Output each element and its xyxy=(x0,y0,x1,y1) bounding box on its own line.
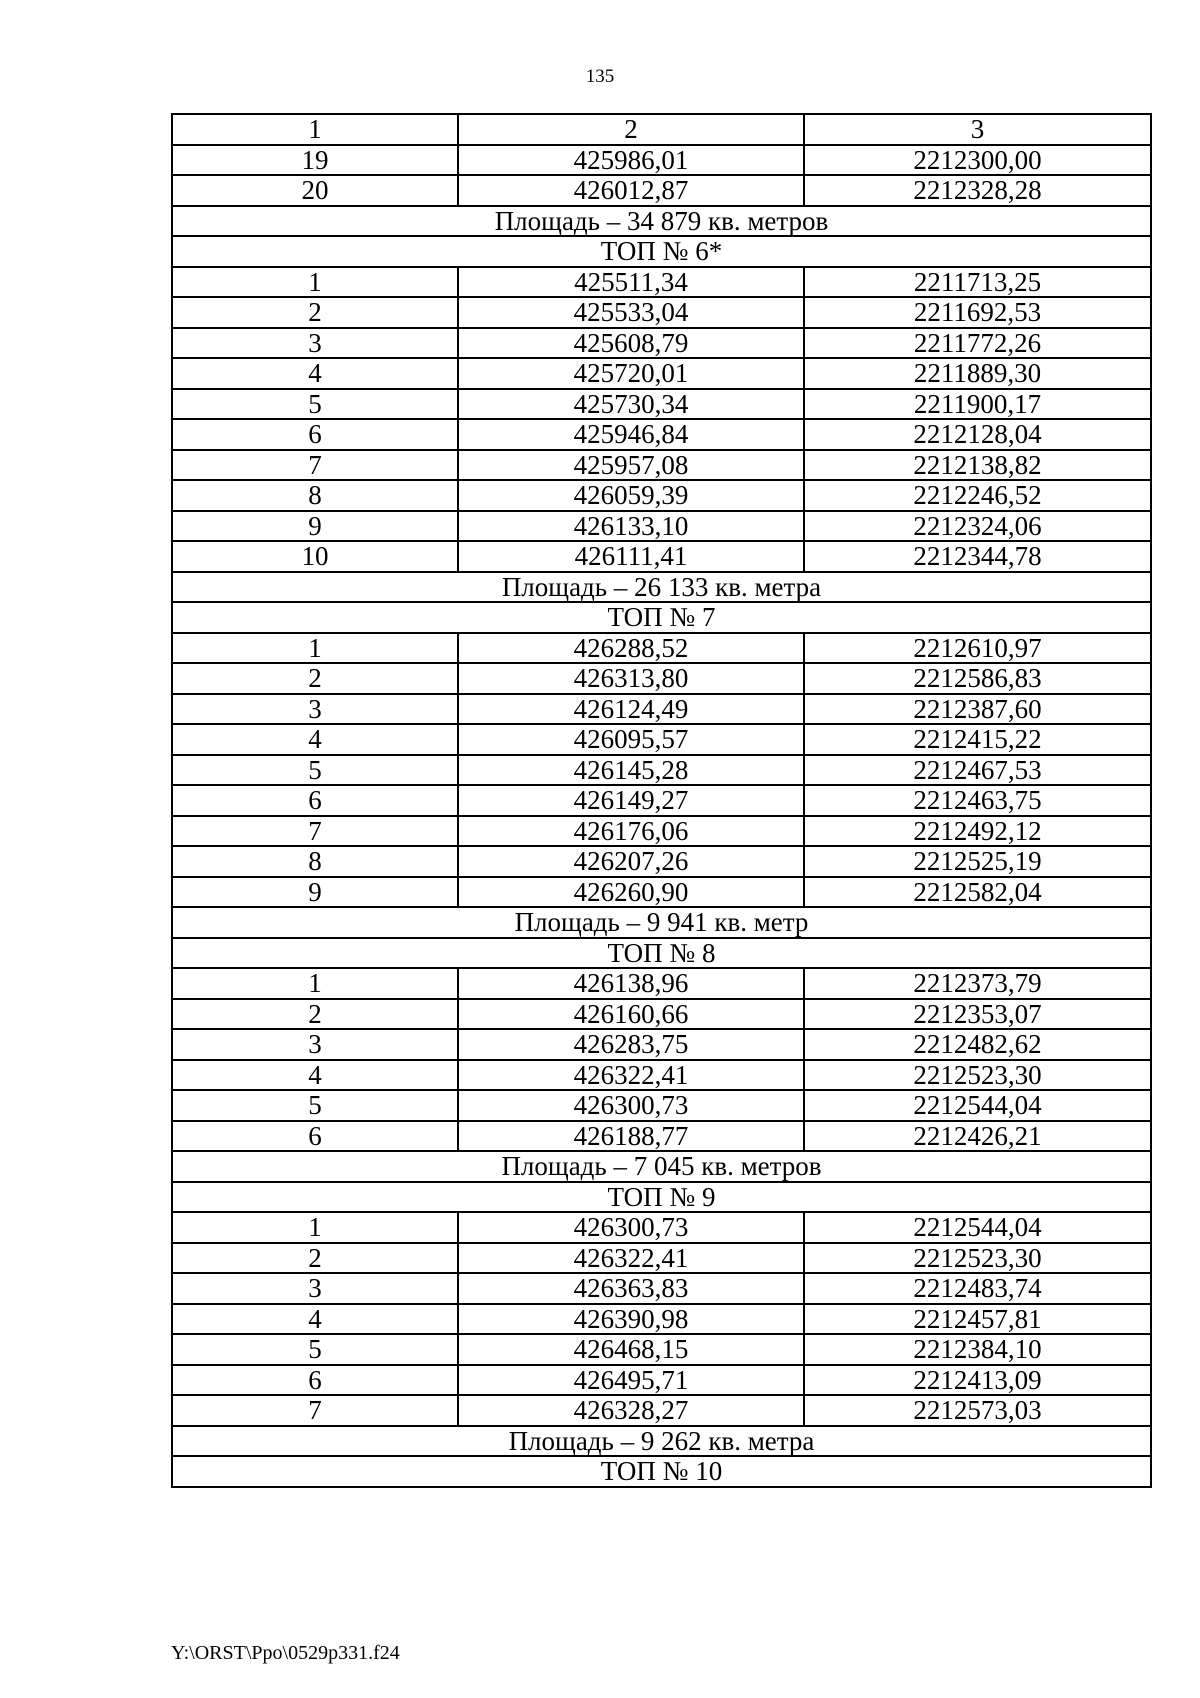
y-coordinate-cell: 2212483,74 xyxy=(804,1273,1151,1304)
y-coordinate-cell: 2212544,04 xyxy=(804,1212,1151,1243)
x-coordinate-cell: 426145,28 xyxy=(458,755,804,786)
x-coordinate-cell: 426188,77 xyxy=(458,1121,804,1152)
section-label: Площадь – 26 133 кв. метра xyxy=(172,572,1151,603)
table-row xyxy=(172,480,1151,511)
y-coordinate-cell: 2212610,97 xyxy=(804,633,1151,664)
y-coordinate-cell: 2212324,06 xyxy=(804,511,1151,542)
x-coordinate-cell: 426149,27 xyxy=(458,785,804,816)
x-coordinate-cell: 425720,01 xyxy=(458,358,804,389)
y-coordinate-cell: 2212586,83 xyxy=(804,663,1151,694)
y-coordinate-cell: 2212373,79 xyxy=(804,968,1151,999)
point-number-cell: 3 xyxy=(172,1029,458,1060)
point-number-cell: 1 xyxy=(172,267,458,298)
table-row xyxy=(172,968,1151,999)
x-coordinate-cell: 426468,15 xyxy=(458,1334,804,1365)
section-label: ТОП № 6* xyxy=(172,236,1151,267)
x-coordinate-cell: 426138,96 xyxy=(458,968,804,999)
x-coordinate-cell: 425730,34 xyxy=(458,389,804,420)
x-coordinate-cell: 425946,84 xyxy=(458,419,804,450)
point-number-cell: 4 xyxy=(172,724,458,755)
x-coordinate-cell: 426300,73 xyxy=(458,1090,804,1121)
x-coordinate-cell: 426390,98 xyxy=(458,1304,804,1335)
x-coordinate-cell: 426313,80 xyxy=(458,663,804,694)
y-coordinate-cell: 2212544,04 xyxy=(804,1090,1151,1121)
section-row xyxy=(172,1456,1151,1487)
table-row xyxy=(172,1273,1151,1304)
table-row xyxy=(172,1121,1151,1152)
table-row xyxy=(172,175,1151,206)
x-coordinate-cell: 426012,87 xyxy=(458,175,804,206)
y-coordinate-cell: 2212582,04 xyxy=(804,877,1151,908)
point-number-cell: 4 xyxy=(172,1304,458,1335)
point-number-cell: 2 xyxy=(172,663,458,694)
section-label: ТОП № 10 xyxy=(172,1456,1151,1487)
point-number-cell: 6 xyxy=(172,785,458,816)
point-number-cell: 9 xyxy=(172,877,458,908)
table-row xyxy=(172,1090,1151,1121)
point-number-cell: 1 xyxy=(172,1212,458,1243)
section-label: Площадь – 9 262 кв. метра xyxy=(172,1426,1151,1457)
table-row xyxy=(172,1304,1151,1335)
y-coordinate-cell: 2212467,53 xyxy=(804,755,1151,786)
y-coordinate-cell: 2212573,03 xyxy=(804,1395,1151,1426)
point-number-cell: 9 xyxy=(172,511,458,542)
y-coordinate-cell: 2211900,17 xyxy=(804,389,1151,420)
y-coordinate-cell: 2211889,30 xyxy=(804,358,1151,389)
point-number-cell: 2 xyxy=(172,999,458,1030)
point-number-cell: 2 xyxy=(172,1243,458,1274)
section-row xyxy=(172,602,1151,633)
table-row xyxy=(172,1212,1151,1243)
point-number-cell: 7 xyxy=(172,1395,458,1426)
point-number-cell: 7 xyxy=(172,450,458,481)
section-label: ТОП № 8 xyxy=(172,938,1151,969)
x-coordinate-cell: 426160,66 xyxy=(458,999,804,1030)
y-coordinate-cell: 2212128,04 xyxy=(804,419,1151,450)
table-row xyxy=(172,816,1151,847)
x-coordinate-cell: 426322,41 xyxy=(458,1243,804,1274)
section-row xyxy=(172,236,1151,267)
x-coordinate-cell: 426176,06 xyxy=(458,816,804,847)
x-coordinate-cell: 426260,90 xyxy=(458,877,804,908)
y-coordinate-cell: 2211713,25 xyxy=(804,267,1151,298)
table-row xyxy=(172,297,1151,328)
y-coordinate-cell: 2212328,28 xyxy=(804,175,1151,206)
y-coordinate-cell: 2212523,30 xyxy=(804,1243,1151,1274)
point-number-cell: 1 xyxy=(172,968,458,999)
table-row xyxy=(172,633,1151,664)
y-coordinate-cell: 2212482,62 xyxy=(804,1029,1151,1060)
y-coordinate-cell: 2212457,81 xyxy=(804,1304,1151,1335)
section-row xyxy=(172,1182,1151,1213)
x-coordinate-cell: 425608,79 xyxy=(458,328,804,359)
x-coordinate-cell: 426328,27 xyxy=(458,1395,804,1426)
y-coordinate-cell: 2212463,75 xyxy=(804,785,1151,816)
table-row xyxy=(172,328,1151,359)
x-coordinate-cell: 425957,08 xyxy=(458,450,804,481)
x-coordinate-cell: 426363,83 xyxy=(458,1273,804,1304)
y-coordinate-cell: 2212415,22 xyxy=(804,724,1151,755)
point-number-cell: 6 xyxy=(172,419,458,450)
y-coordinate-cell: 2212138,82 xyxy=(804,450,1151,481)
table-row xyxy=(172,1365,1151,1396)
section-label: Площадь – 34 879 кв. метров xyxy=(172,206,1151,237)
point-number-cell: 5 xyxy=(172,755,458,786)
y-coordinate-cell: 2212492,12 xyxy=(804,816,1151,847)
y-coordinate-cell: 2212300,00 xyxy=(804,145,1151,176)
table-row xyxy=(172,846,1151,877)
point-number-cell: 10 xyxy=(172,541,458,572)
point-number-cell: 19 xyxy=(172,145,458,176)
section-row xyxy=(172,572,1151,603)
table-row xyxy=(172,267,1151,298)
x-coordinate-cell: 426207,26 xyxy=(458,846,804,877)
section-row xyxy=(172,938,1151,969)
point-number-cell: 2 xyxy=(172,297,458,328)
table-row xyxy=(172,1029,1151,1060)
point-number-cell: 1 xyxy=(172,633,458,664)
section-label: Площадь – 7 045 кв. метров xyxy=(172,1151,1151,1182)
y-coordinate-cell: 2212413,09 xyxy=(804,1365,1151,1396)
x-coordinate-cell: 426111,41 xyxy=(458,541,804,572)
x-coordinate-cell: 426322,41 xyxy=(458,1060,804,1091)
x-coordinate-cell: 426095,57 xyxy=(458,724,804,755)
point-number-cell: 6 xyxy=(172,1121,458,1152)
x-coordinate-cell: 426495,71 xyxy=(458,1365,804,1396)
x-coordinate-cell: 426300,73 xyxy=(458,1212,804,1243)
table-row xyxy=(172,785,1151,816)
table-row xyxy=(172,1395,1151,1426)
footer-file-path: Y:\ORST\Ppo\0529p331.f24 xyxy=(171,1642,400,1664)
x-coordinate-cell: 426288,52 xyxy=(458,633,804,664)
point-number-cell: 6 xyxy=(172,1365,458,1396)
table-row xyxy=(172,877,1151,908)
section-row xyxy=(172,907,1151,938)
page-number: 135 xyxy=(585,66,615,87)
y-coordinate-cell: 2212344,78 xyxy=(804,541,1151,572)
table-row xyxy=(172,1060,1151,1091)
table-row xyxy=(172,145,1151,176)
point-number-cell: 5 xyxy=(172,389,458,420)
x-coordinate-cell: 426124,49 xyxy=(458,694,804,725)
y-coordinate-cell: 2212426,21 xyxy=(804,1121,1151,1152)
y-coordinate-cell: 2212525,19 xyxy=(804,846,1151,877)
table-row xyxy=(172,694,1151,725)
x-coordinate-cell: 426283,75 xyxy=(458,1029,804,1060)
y-coordinate-cell: 2212384,10 xyxy=(804,1334,1151,1365)
section-label: Площадь – 9 941 кв. метр xyxy=(172,907,1151,938)
point-number-cell: 8 xyxy=(172,480,458,511)
column-header-point: 1 xyxy=(172,114,458,145)
table-row xyxy=(172,755,1151,786)
column-header-y: 3 xyxy=(804,114,1151,145)
point-number-cell: 3 xyxy=(172,1273,458,1304)
table-row xyxy=(172,999,1151,1030)
table-row xyxy=(172,358,1151,389)
point-number-cell: 20 xyxy=(172,175,458,206)
point-number-cell: 5 xyxy=(172,1334,458,1365)
table-row xyxy=(172,724,1151,755)
coordinates-table-body xyxy=(172,114,1151,1487)
point-number-cell: 3 xyxy=(172,328,458,359)
point-number-cell: 5 xyxy=(172,1090,458,1121)
section-row xyxy=(172,1426,1151,1457)
section-row xyxy=(172,206,1151,237)
y-coordinate-cell: 2211772,26 xyxy=(804,328,1151,359)
point-number-cell: 4 xyxy=(172,358,458,389)
table-row xyxy=(172,663,1151,694)
y-coordinate-cell: 2211692,53 xyxy=(804,297,1151,328)
table-row xyxy=(172,1334,1151,1365)
table-row xyxy=(172,541,1151,572)
point-number-cell: 3 xyxy=(172,694,458,725)
table-row xyxy=(172,419,1151,450)
column-header-x: 2 xyxy=(458,114,804,145)
point-number-cell: 7 xyxy=(172,816,458,847)
table-header-row xyxy=(172,114,1151,145)
section-row xyxy=(172,1151,1151,1182)
table-row xyxy=(172,1243,1151,1274)
table-row xyxy=(172,389,1151,420)
x-coordinate-cell: 425533,04 xyxy=(458,297,804,328)
y-coordinate-cell: 2212353,07 xyxy=(804,999,1151,1030)
section-label: ТОП № 9 xyxy=(172,1182,1151,1213)
point-number-cell: 4 xyxy=(172,1060,458,1091)
x-coordinate-cell: 425986,01 xyxy=(458,145,804,176)
table-row xyxy=(172,450,1151,481)
y-coordinate-cell: 2212387,60 xyxy=(804,694,1151,725)
y-coordinate-cell: 2212523,30 xyxy=(804,1060,1151,1091)
point-number-cell: 8 xyxy=(172,846,458,877)
x-coordinate-cell: 426133,10 xyxy=(458,511,804,542)
x-coordinate-cell: 425511,34 xyxy=(458,267,804,298)
table-row xyxy=(172,511,1151,542)
coordinates-table xyxy=(171,113,1152,1488)
y-coordinate-cell: 2212246,52 xyxy=(804,480,1151,511)
x-coordinate-cell: 426059,39 xyxy=(458,480,804,511)
section-label: ТОП № 7 xyxy=(172,602,1151,633)
